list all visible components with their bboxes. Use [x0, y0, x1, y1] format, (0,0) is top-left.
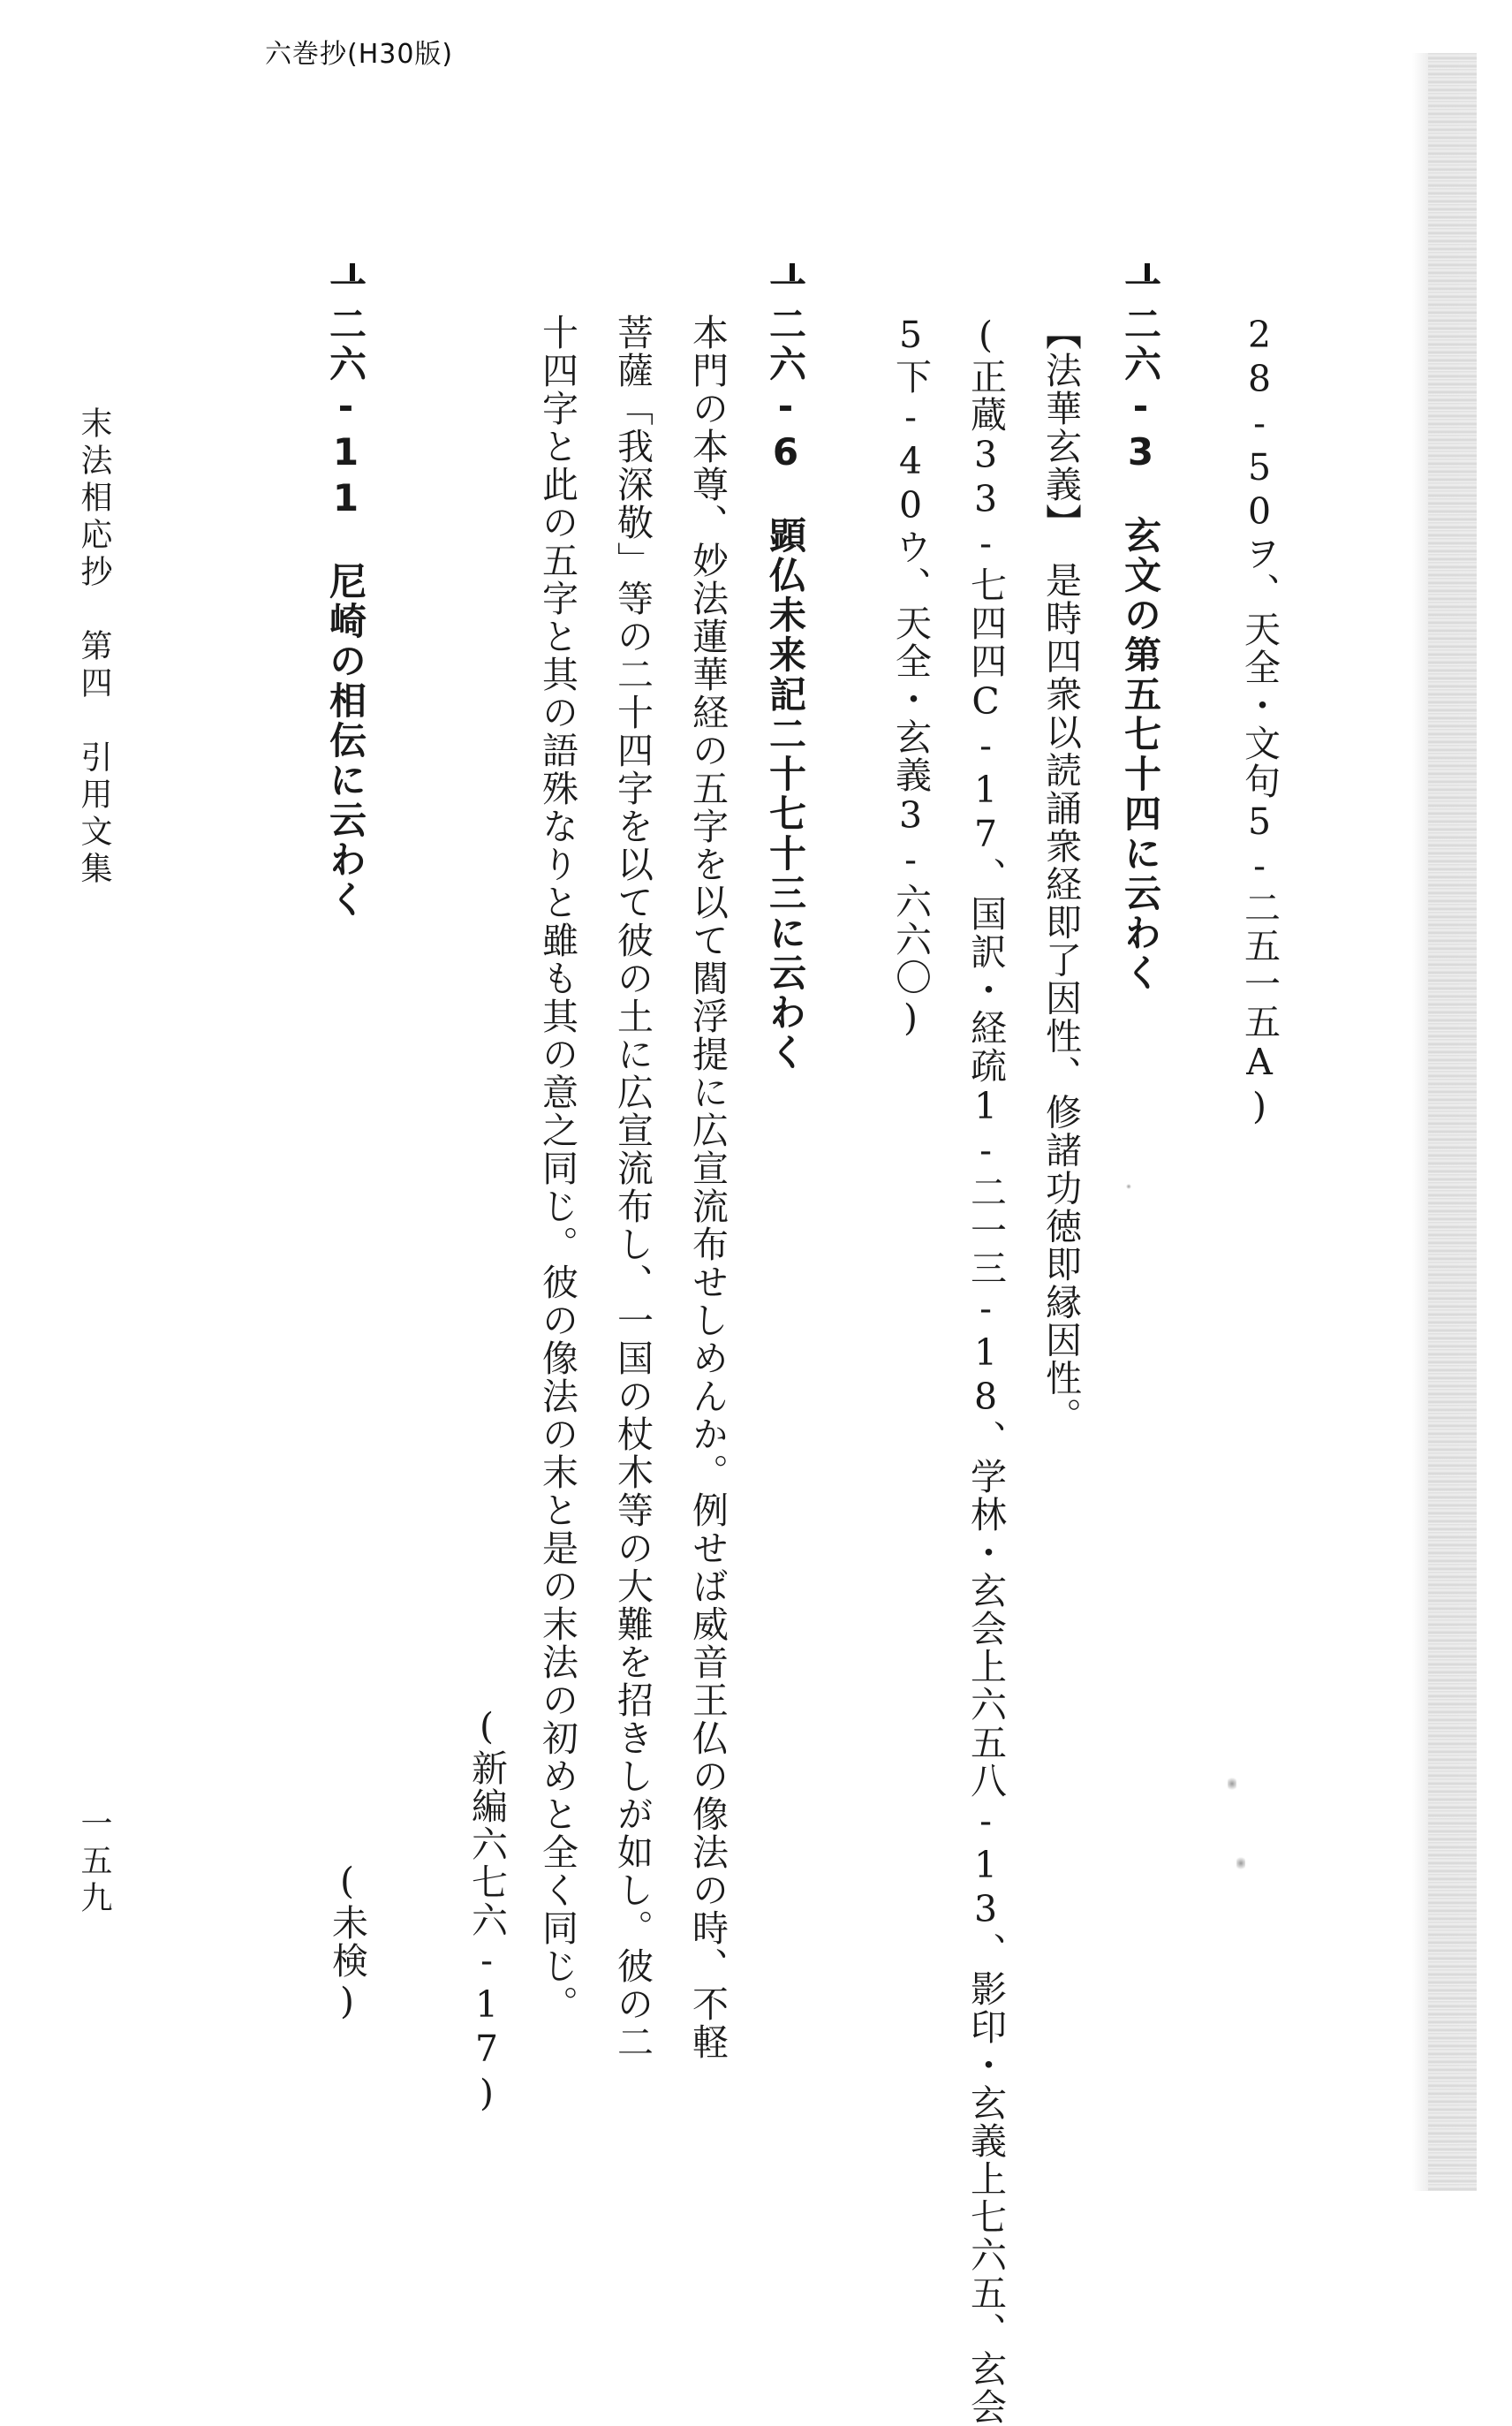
running-header: 六巻抄(H30版) — [265, 39, 454, 70]
citation-text: (正蔵33-七四四C-17、国訳・経疏1-二一三-18、学林・玄会上六五八-13、影印・玄義上七六五、玄会 — [964, 314, 1007, 2426]
scan-edge-shading — [1428, 53, 1477, 2191]
note-text: (未検) — [326, 1860, 368, 2024]
scan-speck — [1126, 1184, 1131, 1189]
scan-speck — [1236, 1855, 1245, 1871]
section-footer: 末法相応抄 第四 引用文集 — [76, 406, 112, 889]
citation-text: 5下-40ウ、天全・玄義3-六六〇) — [889, 314, 932, 1041]
body-text: 菩薩「我深敬」等の二十四字を以て彼の土に広宣流布し、一国の杖木等の大難を招きしが如し。彼の二 — [611, 314, 654, 2061]
body-text: 本門の本尊、妙法蓮華経の五字を以て閻浮提に広宣流布せしめんか。例せば威音王仏の像法の時、不軽 — [686, 314, 729, 2061]
citation-text: (新編六七六-17) — [465, 1705, 508, 2116]
section-heading: 一二六-11 尼崎の相伝に云わく — [324, 265, 367, 920]
body-text: 十四字と此の五字と其の語殊なりと雖も其の意之同じ。彼の像法の末と是の末法の初めと全く同じ。 — [536, 314, 578, 2023]
quote-text: 【法華玄義】 是時四衆以読誦衆経即了因性、修諸功徳即縁因性。 — [1040, 314, 1082, 1436]
section-heading: 一二六-3 玄文の第五七十四に云わく — [1119, 265, 1162, 993]
reference-continuation: 28-50ヲ、天全・文句5-二五一五A) — [1238, 314, 1281, 1129]
page-number: 一五九 — [76, 1807, 112, 1918]
section-heading: 一二六-6 顕仏未来記二十七十三に云わく — [764, 265, 807, 1073]
scan-speck — [1228, 1776, 1236, 1792]
